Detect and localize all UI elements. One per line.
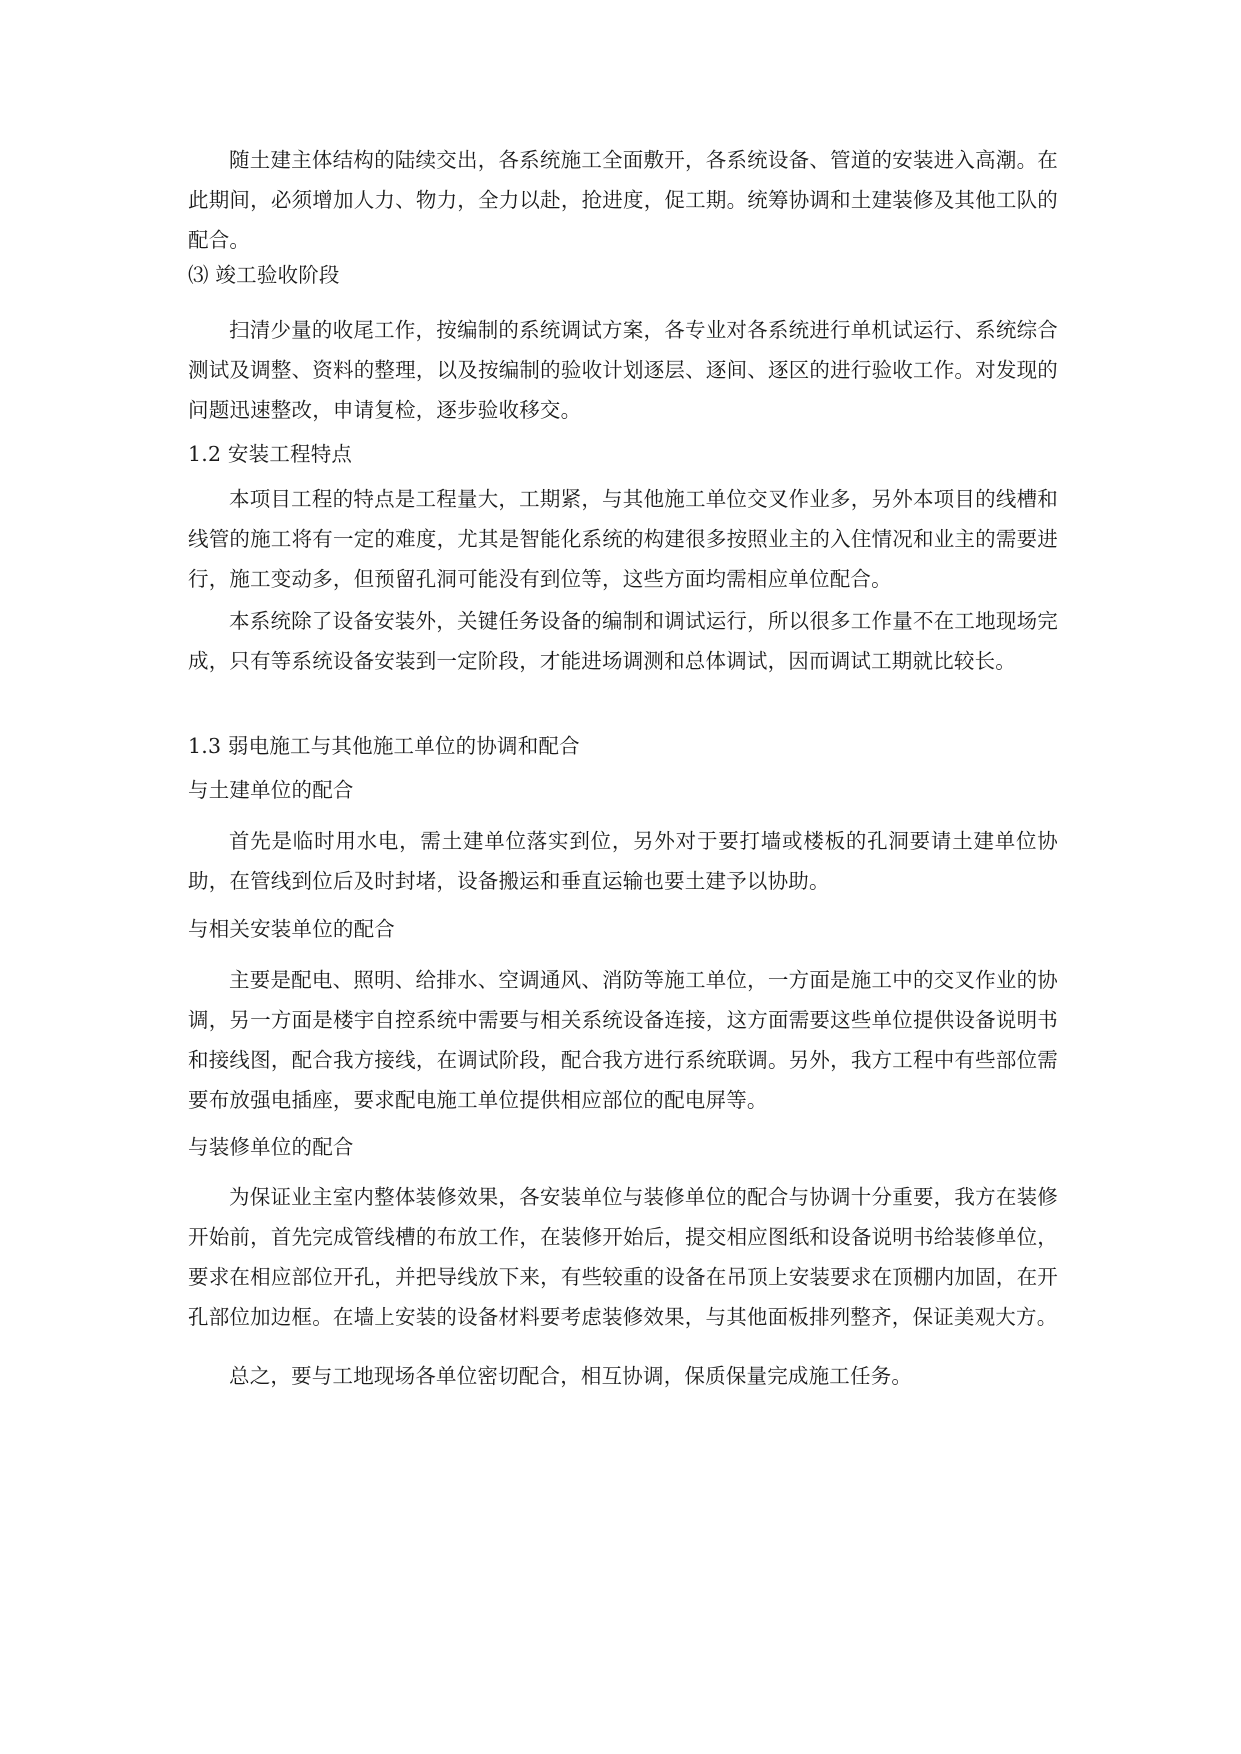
paragraph-construction-peak: 随土建主体结构的陆续交出，各系统施工全面敷开，各系统设备、管道的安装进入高潮。在此期间，必须增加人力、物力，全力以赴，抢进度，促工期。统筹协调和土建装修及其他工队的配合。 [188,148,1058,252]
heading-civil-coordination: 与土建单位的配合 [188,778,354,802]
paragraph-conclusion: 总之，要与工地现场各单位密切配合，相互协调，保质保量完成施工任务。 [229,1364,913,1388]
heading-completion-acceptance-stage: ⑶ 竣工验收阶段 [188,263,340,287]
heading-installation-coordination: 与相关安装单位的配合 [188,917,395,941]
paragraph-installation-coordination: 主要是配电、照明、给排水、空调通风、消防等施工单位，一方面是施工中的交叉作业的协调，另一方面是楼宇自控系统中需要与相关系统设备连接，这方面需要这些单位提供设备说明书和接线图，配合我方接线，在调试阶段，配合我方进行系统联调。另外，我方工程中有些部位需要布放强电插座，要求配电施工单位提供相应部位的配电屏等。 [188,968,1058,1112]
paragraph-decoration-coordination: 为保证业主室内整体装修效果，各安装单位与装修单位的配合与协调十分重要，我方在装修开始前，首先完成管线槽的布放工作，在装修开始后，提交相应图纸和设备说明书给装修单位，要求在相应部位开孔，并把导线放下来，有些较重的设备在吊顶上安装要求在顶棚内加固，在开孔部位加边框。在墙上安装的设备材料要考虑装修效果，与其他面板排列整齐，保证美观大方。 [188,1185,1058,1329]
heading-installation-features: 1.2 安装工程特点 [188,442,353,466]
paragraph-civil-coordination: 首先是临时用水电，需土建单位落实到位，另外对于要打墙或楼板的孔洞要请土建单位协助，在管线到位后及时封堵，设备搬运和垂直运输也要土建予以协助。 [188,829,1058,893]
heading-coordination: 1.3 弱电施工与其他施工单位的协调和配合 [188,734,580,758]
paragraph-project-features: 本项目工程的特点是工程量大，工期紧，与其他施工单位交叉作业多，另外本项目的线槽和线管的施工将有一定的难度，尤其是智能化系统的构建很多按照业主的入住情况和业主的需要进行，施工变动多，但预留孔洞可能没有到位等，这些方面均需相应单位配合。 [188,487,1058,591]
paragraph-acceptance-work: 扫清少量的收尾工作，按编制的系统调试方案，各专业对各系统进行单机试运行、系统综合测试及调整、资料的整理，以及按编制的验收计划逐层、逐间、逐区的进行验收工作。对发现的问题迅速整改，申请复检，逐步验收移交。 [188,318,1058,422]
heading-decoration-coordination: 与装修单位的配合 [188,1135,354,1159]
paragraph-system-commissioning: 本系统除了设备安装外，关键任务设备的编制和调试运行，所以很多工作量不在工地现场完成，只有等系统设备安装到一定阶段，才能进场调测和总体调试，因而调试工期就比较长。 [188,609,1058,673]
